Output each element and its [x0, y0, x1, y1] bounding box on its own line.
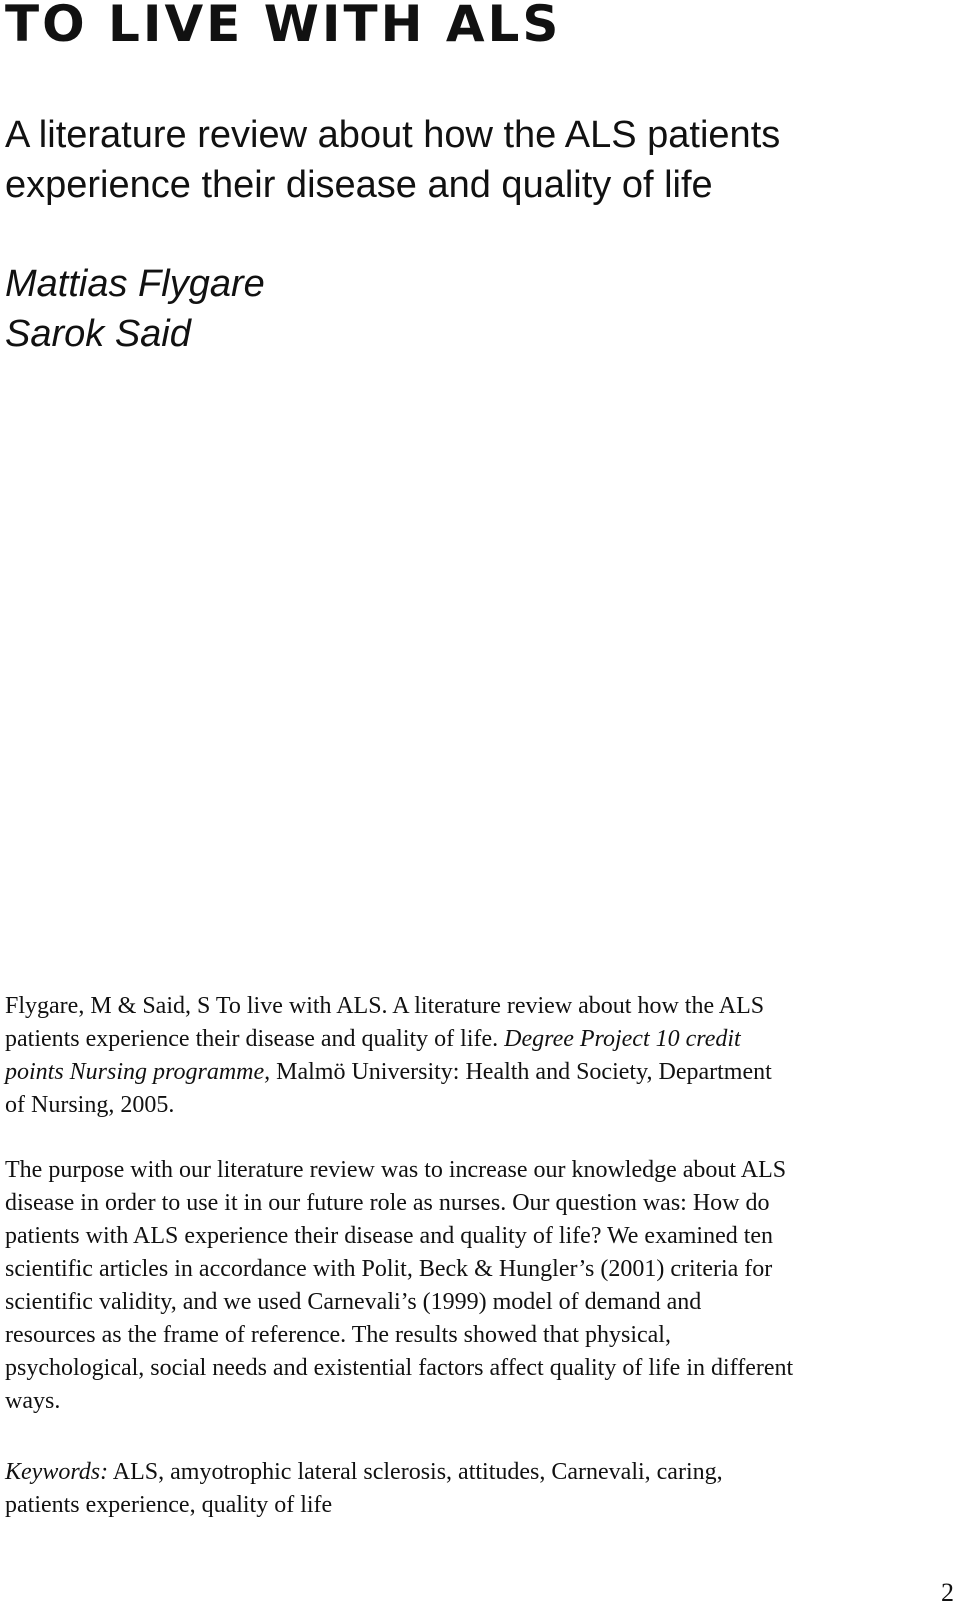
author-name: Mattias Flygare — [5, 263, 265, 305]
citation-line — [5, 1056, 950, 1089]
keywords-paragraph — [5, 1456, 950, 1522]
citation-line: of Nursing, 2005. — [5, 1092, 175, 1118]
programme-text: points Nursing programme, — [5, 1059, 271, 1085]
author-name: Sarok Said — [5, 313, 191, 355]
abstract-line: ways. — [5, 1388, 61, 1414]
citation-line — [5, 1023, 950, 1056]
subtitle-line: experience their disease and quality of life — [5, 164, 713, 206]
author-list — [5, 259, 265, 359]
abstract-line: The purpose with our literature review was to increase our knowledge about ALS — [5, 1157, 787, 1183]
abstract-line: resources as the frame of reference. The results showed that physical, — [5, 1322, 671, 1348]
citation-paragraph — [5, 990, 950, 1122]
degree-project-text: Degree Project 10 credit — [504, 1026, 741, 1052]
abstract-line: scientific articles in accordance with Polit, Beck & Hungler’s (2001) criteria for — [5, 1256, 773, 1282]
keywords-label: Keywords: — [5, 1459, 109, 1485]
keywords-text: ALS, amyotrophic lateral sclerosis, attitudes, Carnevali, caring, — [112, 1459, 723, 1485]
page-number: 2 — [941, 1578, 954, 1607]
citation-text: patients experience their disease and quality of life. — [5, 1026, 499, 1052]
abstract-line: psychological, social needs and existential factors affect quality of life in different — [5, 1355, 794, 1381]
abstract-line: scientific validity, and we used Carnevali’s (1999) model of demand and — [5, 1289, 702, 1315]
university-text: Malmö University: Health and Society, Department — [276, 1059, 772, 1085]
keywords-line: patients experience, quality of life — [5, 1492, 333, 1518]
citation-line: Flygare, M & Said, S To live with ALS. A literature review about how the ALS — [5, 993, 765, 1019]
document-title: TO LIVE WITH ALS — [5, 0, 562, 53]
subtitle-line: A literature review about how the ALS patients — [5, 114, 781, 156]
abstract-line: patients with ALS experience their disease and quality of life? We examined ten — [5, 1223, 774, 1249]
keywords-line — [5, 1456, 950, 1489]
document-subtitle — [5, 110, 780, 210]
abstract-paragraph — [5, 1154, 950, 1418]
abstract-line: disease in order to use it in our future role as nurses. Our question was: How do — [5, 1190, 770, 1216]
